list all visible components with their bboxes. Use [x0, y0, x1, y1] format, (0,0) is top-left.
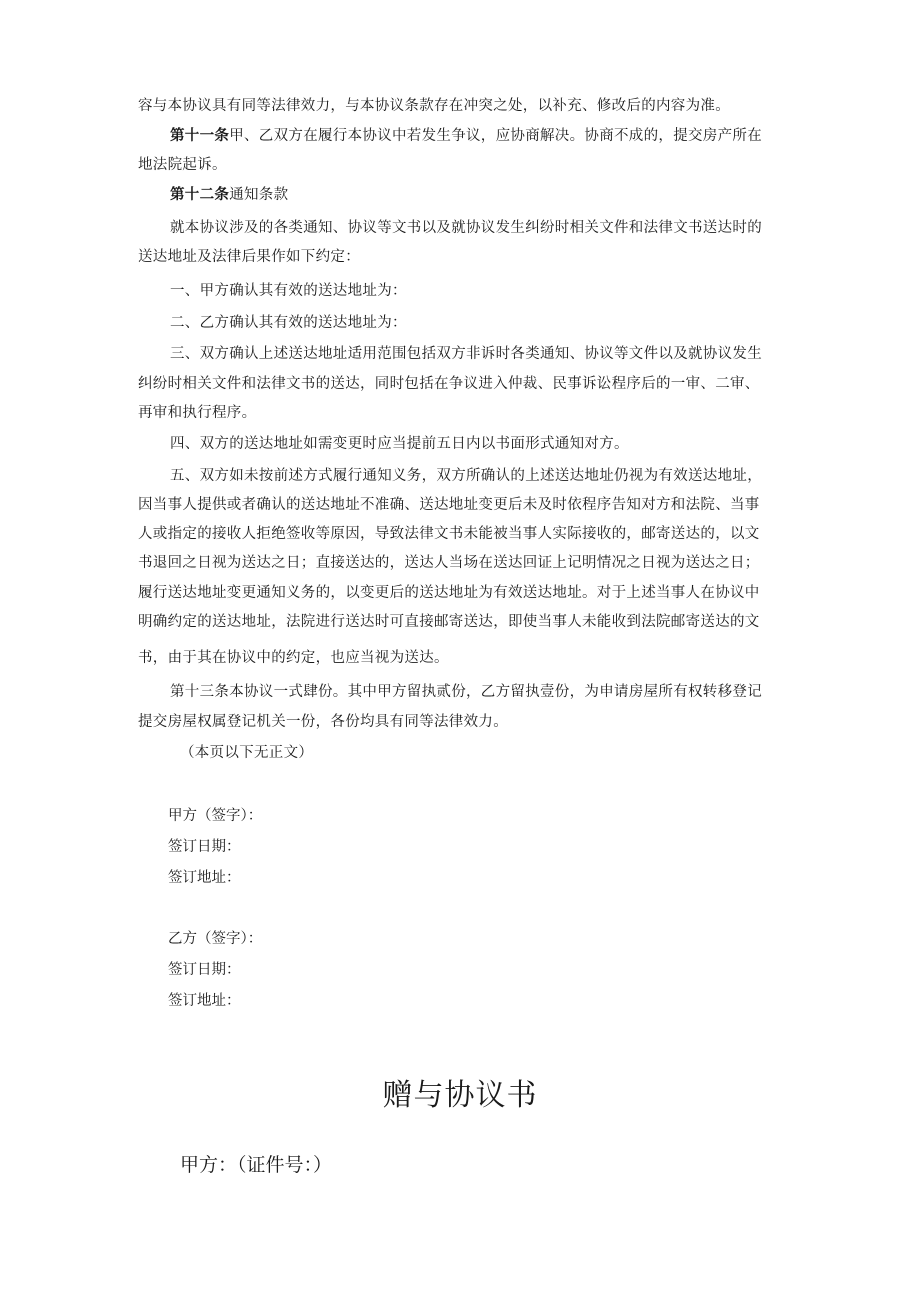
notice-item-3-cont: 纠纷时相关文件和法律文书的送达，同时包括在争议进入仲裁、民事诉讼程序后的一审、二审、 [138, 376, 760, 392]
notice-item-5-cont: 人或指定的接收人拒绝签收等原因，导致法律文书未能被当事人实际接收的，邮寄送达的，以文 [138, 526, 760, 542]
notice-item-4: 四、双方的送达地址如需变更时应当提前五日内以书面形式通知对方。 [170, 436, 629, 452]
article-12-title: 通知条款 [229, 187, 289, 203]
notice-item-5-cont: 书退回之日视为送达之日；直接送达的，送达人当场在送达回证上记明情况之日视为送达之日； [138, 555, 760, 571]
prev-clause-tail: 容与本协议具有同等法律效力，与本协议条款存在冲突之处，以补充、修改后的内容为准。 [138, 98, 730, 114]
article-11-text: 甲、乙双方在履行本协议中若发生争议，应协商解决。协商不成的，提交房产所在 [229, 128, 762, 144]
gift-agreement-party-a: 甲方：（证件号：） [180, 1154, 333, 1176]
article-11-line2: 地法院起诉。 [138, 157, 227, 173]
article-11 [170, 126, 830, 146]
party-b-sign-date: 签订日期： [168, 962, 241, 978]
gift-agreement-title: 赠与协议书 [382, 1078, 538, 1113]
notice-item-3-cont: 再审和执行程序。 [138, 405, 257, 421]
notice-item-5-cont: 因当事人提供或者确认的送达地址不准确、送达地址变更后未及时依程序告知对方和法院、当事 [138, 497, 760, 513]
notice-item-5-cont: 履行送达地址变更通知义务的，以变更后的送达地址为有效送达地址。对于上述当事人在协议中 [138, 585, 760, 601]
notice-item-5-cont: 书，由于其在协议中的约定，也应当视为送达。 [138, 650, 449, 666]
article-11-heading: 第十一条 [170, 127, 230, 144]
notice-item-2: 二、乙方确认其有效的送达地址为： [170, 315, 407, 331]
article-13-cont: 提交房屋权属登记机关一份，各份均具有同等法律效力。 [138, 714, 508, 730]
article-12-intro-cont: 送达地址及法律后果作如下约定： [138, 249, 360, 265]
party-a-sign-address: 签订地址： [168, 870, 241, 886]
notice-item-5-cont: 明确约定的送达地址，法院进行送达时可直接邮寄送达，即使当事人未能收到法院邮寄送达的文 [138, 614, 760, 630]
party-b-signature: 乙方（签字）： [168, 931, 263, 947]
notice-item-5: 五、双方如未按前述方式履行通知义务，双方所确认的上述送达地址仍视为有效送达地址， [170, 468, 762, 484]
notice-item-3: 三、双方确认上述送达地址适用范围包括双方非诉时各类通知、协议等文件以及就协议发生 [170, 346, 762, 362]
notice-item-1: 一、甲方确认其有效的送达地址为： [170, 283, 407, 299]
article-12 [170, 185, 830, 205]
article-12-heading: 第十二条 [170, 186, 230, 203]
party-b-sign-address: 签订地址： [168, 993, 241, 1009]
no-text-note: （本页以下无正文） [180, 745, 314, 761]
article-12-intro: 就本协议涉及的各类通知、协议等文书以及就协议发生纠纷时相关文件和法律文书送达时的 [170, 220, 762, 236]
article-13: 第十三条本协议一式肆份。其中甲方留执贰份，乙方留执壹份，为申请房屋所有权转移登记 [170, 684, 762, 700]
party-a-sign-date: 签订日期： [168, 839, 241, 855]
party-a-signature: 甲方（签字）： [168, 808, 263, 824]
